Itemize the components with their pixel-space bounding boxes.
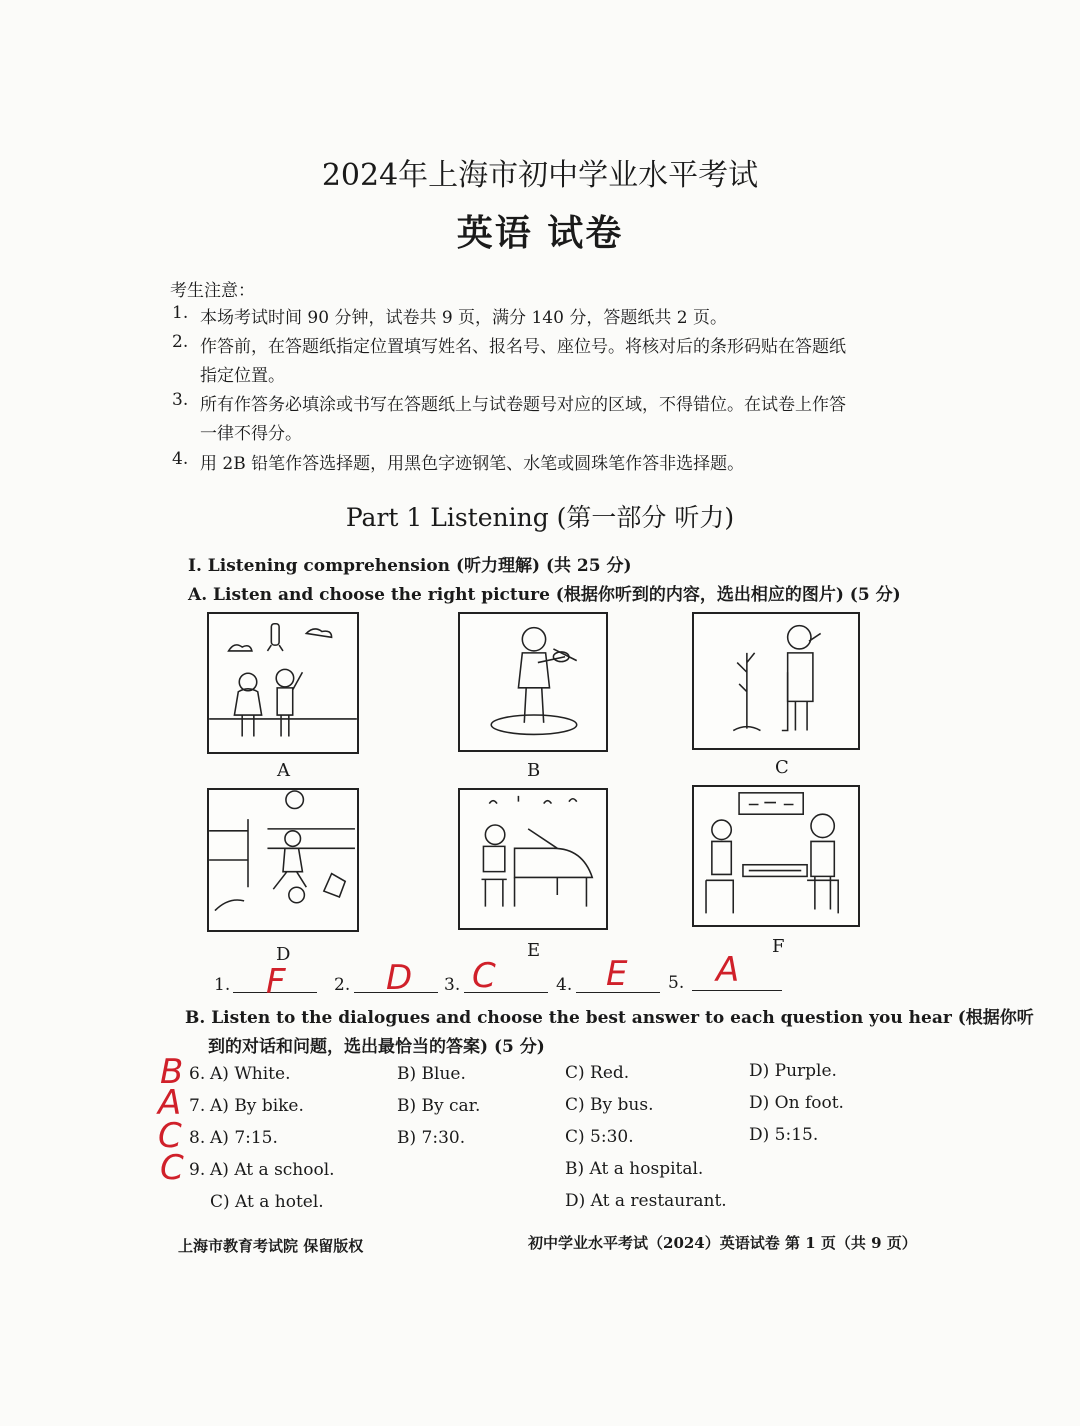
notice-item-text: 本场考试时间 90 分钟，试卷共 9 页，满分 140 分，答题纸共 2 页。 xyxy=(200,308,727,328)
option-6b: B) Blue. xyxy=(397,1064,466,1084)
children-pointing-at-rocket-picture xyxy=(207,612,359,754)
question-number-9: 9. xyxy=(189,1160,206,1180)
notice-heading: 考生注意： xyxy=(170,281,255,301)
blank-number-5: 5. xyxy=(668,973,685,993)
handwritten-answer-6: B xyxy=(160,1052,184,1092)
option-9d: D) At a restaurant. xyxy=(565,1191,727,1211)
part-title: Part 1 Listening (第一部分 听力) xyxy=(345,503,735,532)
blank-number-2: 2. xyxy=(334,975,351,995)
option-8b: B) 7:30. xyxy=(397,1128,466,1148)
footer-page-info: 初中学业水平考试（2024）英语试卷 第 1 页（共 9 页） xyxy=(528,1234,917,1252)
option-8a: A) 7:15. xyxy=(210,1128,278,1148)
notice-item-number: 1. xyxy=(172,303,189,323)
option-7c: C) By bus. xyxy=(565,1095,654,1115)
footer-copyright: 上海市教育考试院 保留版权 xyxy=(178,1237,364,1255)
picture-label-d: D xyxy=(276,944,291,965)
picture-label-a: A xyxy=(277,760,290,781)
picture-label-f: F xyxy=(772,936,785,957)
handwritten-answer-4: E xyxy=(606,954,628,994)
blank-number-4: 4. xyxy=(556,975,573,995)
handwritten-answer-9: C xyxy=(160,1148,184,1188)
notice-item-number: 3. xyxy=(172,390,189,410)
section-b-title: B. Listen to the dialogues and choose the best answer to each question you hear (根据你听 xyxy=(185,1008,1034,1028)
option-7d: D) On foot. xyxy=(749,1093,844,1113)
blank-number-1: 1. xyxy=(214,975,231,995)
notice-item-text: 指定位置。 xyxy=(200,366,285,386)
question-number-8: 8. xyxy=(189,1128,206,1148)
option-8d: D) 5:15. xyxy=(749,1125,819,1145)
handwritten-answer-2: D xyxy=(386,958,413,998)
option-7b: B) By car. xyxy=(397,1096,481,1116)
notice-item-number: 2. xyxy=(172,332,189,352)
notice-item-text: 作答前，在答题纸指定位置填写姓名、报名号、座位号。将核对后的条形码贴在答题纸 xyxy=(200,337,846,357)
notice-item-text: 用 2B 铅笔作答选择题，用黑色字迹钢笔、水笔或圆珠笔作答非选择题。 xyxy=(200,454,745,474)
section-b-title-cont: 到的对话和问题，选出最恰当的答案) (5 分) xyxy=(208,1037,545,1057)
exam-title: 2024年上海市初中学业水平考试 xyxy=(321,158,759,193)
notice-item-text: 所有作答务必填涂或书写在答题纸上与试卷题号对应的区域，不得错位。在试卷上作答 xyxy=(200,395,846,415)
notice-item-text: 一律不得分。 xyxy=(200,424,302,444)
boy-playing-piano-picture xyxy=(458,788,608,930)
option-8c: C) 5:30. xyxy=(565,1127,634,1147)
picture-label-b: B xyxy=(527,760,541,781)
option-9c: C) At a hotel. xyxy=(210,1192,324,1212)
option-6d: D) Purple. xyxy=(749,1061,837,1081)
handwritten-answer-7: A xyxy=(158,1083,182,1123)
notice-item-number: 4. xyxy=(172,449,189,469)
handwritten-answer-1: F xyxy=(266,962,286,1002)
boy-planting-tree-picture xyxy=(692,612,860,750)
blank-number-3: 3. xyxy=(444,975,461,995)
boy-playing-violin-picture xyxy=(458,612,608,752)
girl-playing-football-picture xyxy=(207,788,359,932)
handwritten-answer-8: C xyxy=(158,1116,182,1156)
option-7a: A) By bike. xyxy=(210,1096,304,1116)
section-i-title: I. Listening comprehension (听力理解) (共 25 分) xyxy=(188,556,632,576)
section-a-title: A. Listen and choose the right picture (根据你听到的内容，选出相应的图片) (5 分) xyxy=(188,585,901,605)
option-6c: C) Red. xyxy=(565,1063,630,1083)
answer-line-5 xyxy=(692,990,782,991)
question-number-7: 7. xyxy=(189,1096,206,1116)
exam-subtitle: 英语 试卷 xyxy=(456,212,624,254)
question-number-6: 6. xyxy=(189,1064,206,1084)
boy-playing-chess-with-robot-picture xyxy=(692,785,860,927)
option-9b: B) At a hospital. xyxy=(565,1159,704,1179)
option-6a: A) White. xyxy=(210,1064,291,1084)
handwritten-answer-5: A xyxy=(716,950,740,990)
handwritten-answer-3: C xyxy=(472,956,496,996)
option-9a: A) At a school. xyxy=(210,1160,335,1180)
picture-label-e: E xyxy=(527,940,541,961)
picture-label-c: C xyxy=(775,757,789,778)
